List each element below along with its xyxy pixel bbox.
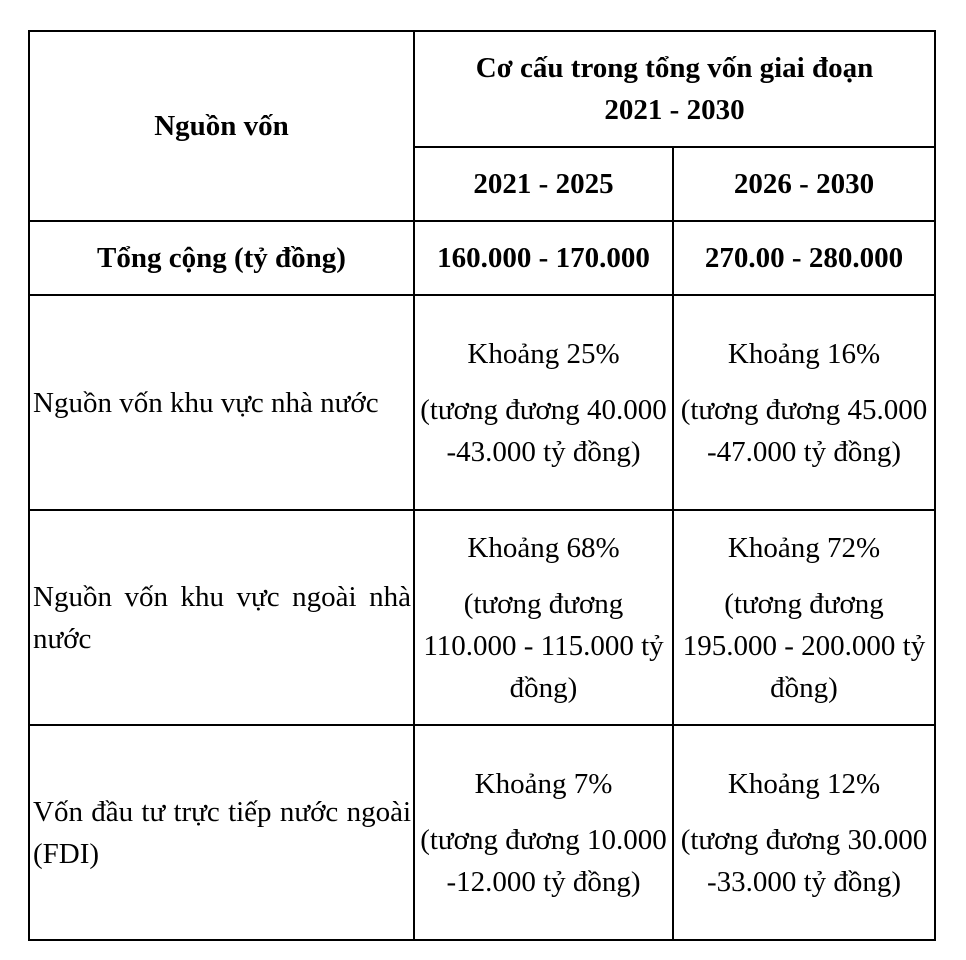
percent-text: Khoảng 12%: [727, 767, 881, 800]
equivalent-text: (tương đương 110.000 - 115.000 tỷ đồng): [423, 587, 664, 704]
percent-text: Khoảng 72%: [727, 531, 881, 564]
source-cell: Nguồn vốn khu vực ngoài nhà nước: [29, 510, 414, 725]
structure-column-header: [414, 31, 935, 147]
table-row: [29, 725, 935, 940]
period-2-header: 2026 - 2030: [673, 147, 935, 221]
header-row: [29, 31, 935, 147]
source-cell: Vốn đầu tư trực tiếp nước ngoài (FDI): [29, 725, 414, 940]
source-cell: Nguồn vốn khu vực nhà nước: [29, 295, 414, 510]
total-label: Tổng cộng (tỷ đồng): [29, 221, 414, 295]
value-cell: [414, 510, 673, 725]
percent-text: Khoảng 25%: [467, 337, 620, 370]
value-cell: [414, 725, 673, 940]
equivalent-text: (tương đương 45.000 -47.000 tỷ đồng): [680, 393, 928, 468]
period-1-header: 2021 - 2025: [414, 147, 673, 221]
total-row: [29, 221, 935, 295]
capital-structure-table: [28, 30, 936, 941]
value-cell: [673, 295, 935, 510]
table-row: [29, 510, 935, 725]
value-cell: [673, 510, 935, 725]
value-cell: [414, 295, 673, 510]
structure-title: Cơ cấu trong tổng vốn giai đoạn 2021 - 2030: [475, 52, 874, 126]
percent-text: Khoảng 7%: [474, 767, 613, 800]
equivalent-text: (tương đương 40.000 -43.000 tỷ đồng): [420, 393, 667, 468]
percent-text: Khoảng 68%: [467, 531, 620, 564]
table-row: [29, 295, 935, 510]
total-period-1: 160.000 - 170.000: [414, 221, 673, 295]
value-cell: [673, 725, 935, 940]
equivalent-text: (tương đương 10.000 -12.000 tỷ đồng): [420, 823, 667, 898]
source-column-header: Nguồn vốn: [29, 31, 414, 221]
percent-text: Khoảng 16%: [727, 337, 881, 370]
equivalent-text: (tương đương 30.000 -33.000 tỷ đồng): [680, 823, 928, 898]
equivalent-text: (tương đương 195.000 - 200.000 tỷ đồng): [682, 587, 926, 704]
total-period-2: 270.00 - 280.000: [673, 221, 935, 295]
